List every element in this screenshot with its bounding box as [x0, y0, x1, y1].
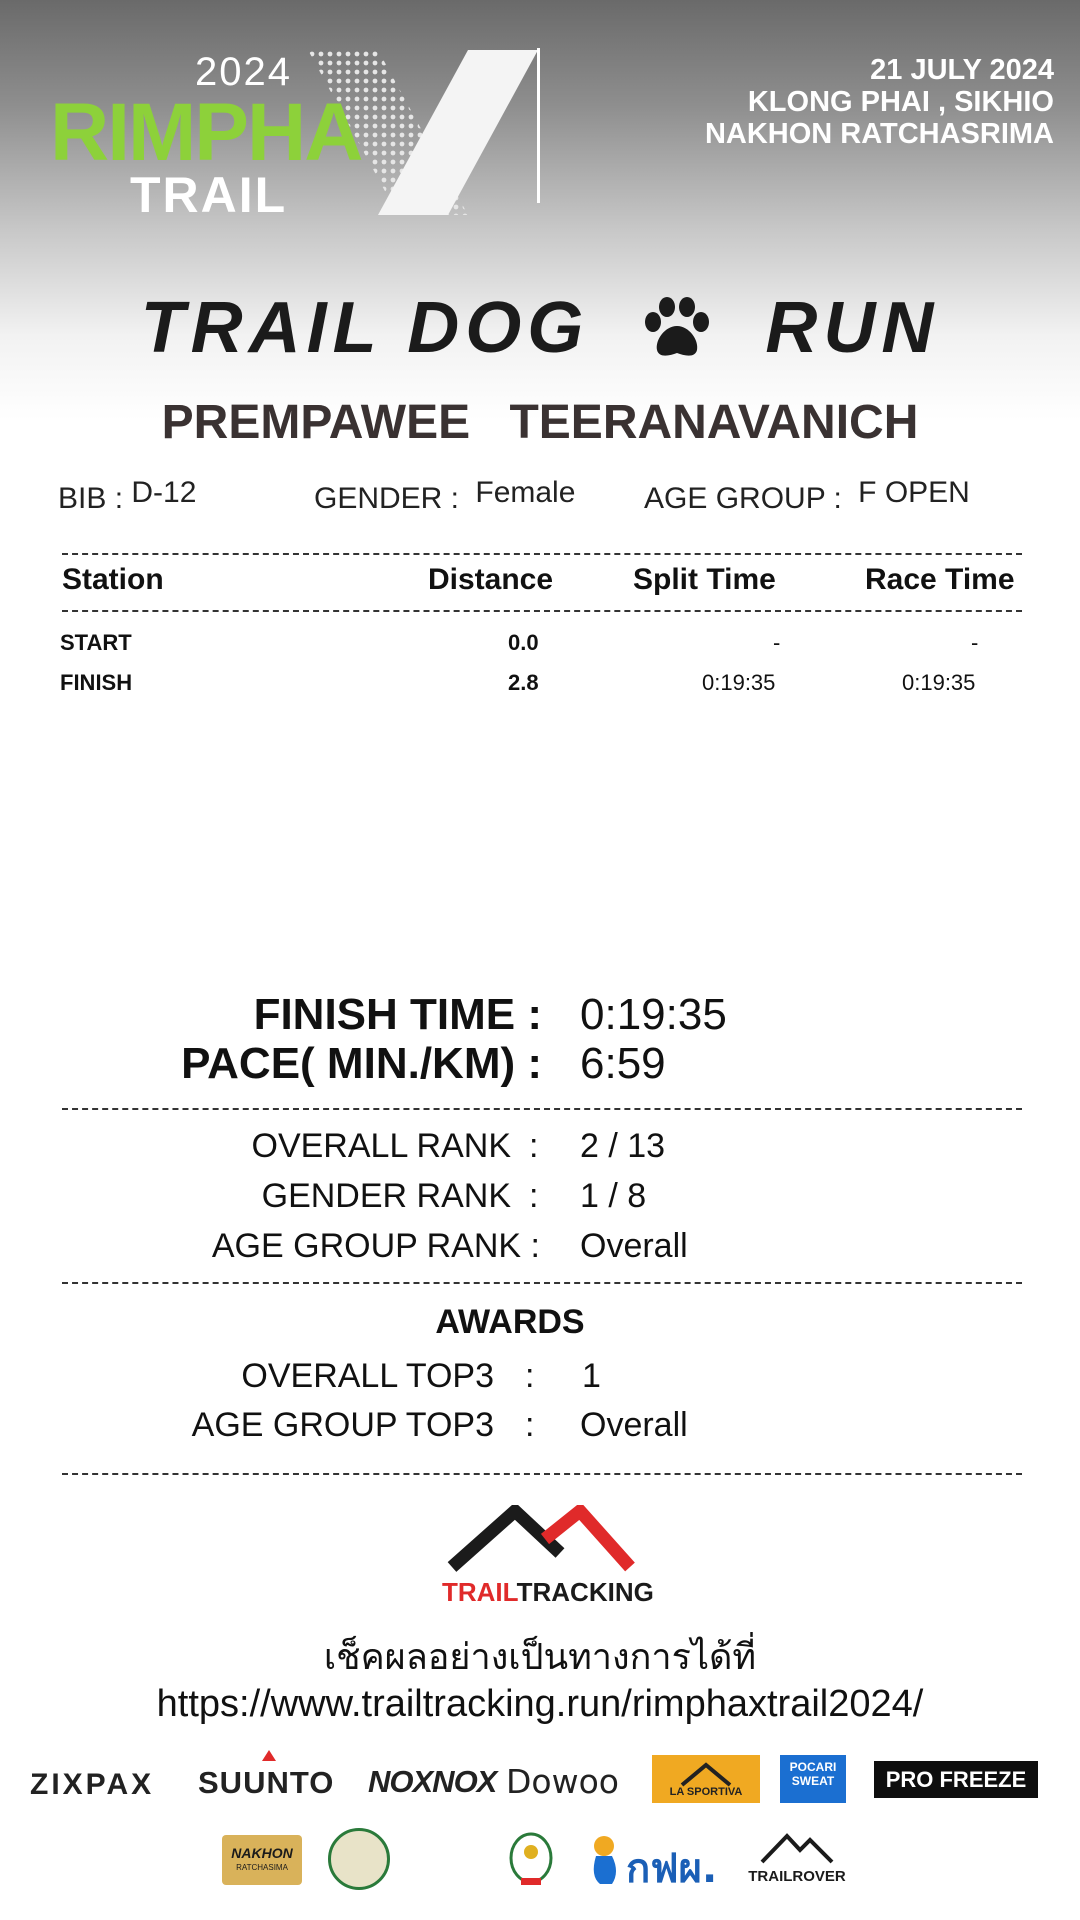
colon: : — [525, 1357, 535, 1395]
finish-time-label: FINISH TIME : — [253, 990, 542, 1039]
split-cell: 0:19:35 — [702, 670, 776, 695]
gender-value: Female — [475, 476, 576, 509]
station-cell: FINISH — [60, 670, 133, 695]
bib-info — [58, 476, 197, 516]
divider — [62, 1473, 1022, 1475]
age-group-top3-value: Overall — [580, 1406, 688, 1444]
pro-freeze-logo: PRO FREEZE — [874, 1761, 1038, 1798]
gender-rank-label: GENDER RANK — [261, 1177, 511, 1215]
egat-mascot-icon — [586, 1832, 626, 1888]
brand-red: TRAIL — [442, 1577, 517, 1607]
suunto-logo: SUUNTO — [198, 1765, 335, 1800]
divider — [62, 1108, 1022, 1110]
col-station: Station — [62, 563, 164, 596]
paw-icon — [641, 296, 713, 360]
nakhon-ratchasima-logo: NAKHON RATCHASIMA — [222, 1835, 302, 1885]
gender-rank-value: 1 / 8 — [580, 1177, 647, 1215]
age-group-rank-label: AGE GROUP RANK : — [211, 1227, 540, 1265]
bib-label: BIB : — [58, 482, 124, 515]
mountain-icon — [430, 1505, 670, 1575]
event-location-1: KLONG PHAI , SIKHIO — [747, 86, 1054, 118]
age-group-info — [644, 476, 970, 516]
suunto-triangle-icon — [262, 1750, 276, 1761]
divider — [62, 610, 1022, 612]
overall-top3-label: OVERALL TOP3 — [241, 1357, 494, 1395]
official-results-text: เช็คผลอย่างเป็นทางการได้ที่ — [323, 1636, 757, 1677]
la-sportiva-logo: LA SPORTIVA — [652, 1755, 760, 1803]
event-info — [705, 54, 1054, 150]
age-group-label: AGE GROUP : — [644, 482, 842, 515]
pocari-sweat-logo: POCARI SWEAT — [780, 1755, 846, 1803]
rimphax-logo — [50, 40, 490, 223]
divider — [62, 1282, 1022, 1284]
logo-year: 2024 — [195, 50, 292, 94]
event-location-2: NAKHON RATCHASRIMA — [704, 118, 1054, 150]
col-race-time: Race Time — [865, 563, 1015, 596]
trailrover-mountain-icon — [742, 1830, 852, 1866]
station-cell: START — [60, 630, 132, 655]
zixpax-logo: ZIXPAX — [30, 1768, 155, 1801]
gender-label: GENDER : — [314, 482, 460, 515]
divider — [62, 553, 1022, 555]
pace-label: PACE( MIN./KM) : — [181, 1039, 542, 1088]
colon: : — [529, 1177, 539, 1215]
race-cell: - — [971, 630, 979, 655]
finish-time-value: 0:19:35 — [580, 990, 727, 1039]
brand-black: TRACKING — [516, 1577, 654, 1607]
runner-name: PREMPAWEE TEERANAVANICH — [161, 396, 919, 449]
distance-cell: 0.0 — [508, 630, 539, 655]
age-group-top3-label: AGE GROUP TOP3 — [191, 1406, 494, 1444]
event-title-right: RUN — [765, 287, 940, 368]
bib-value: D-12 — [131, 476, 197, 509]
results-url-link[interactable]: https://www.trailtracking.run/rimphaxtrail2024/ — [156, 1683, 924, 1725]
col-split-time: Split Time — [633, 563, 776, 596]
noxnox-logo: NOXNOX — [368, 1764, 497, 1799]
event-title-left: TRAIL DOG — [140, 287, 590, 368]
logo-rimpha: RIMPHA — [50, 87, 362, 178]
overall-top3-value: 1 — [582, 1357, 601, 1395]
trailtracking-logo — [430, 1505, 670, 1615]
trailrover-logo: TRAILROVER — [742, 1830, 852, 1890]
colon: : — [529, 1127, 539, 1165]
sports-authority-seal-icon — [508, 1830, 554, 1890]
event-date: 21 JULY 2024 — [870, 54, 1054, 86]
pace-value: 6:59 — [580, 1039, 666, 1088]
split-cell: - — [773, 630, 781, 655]
event-title — [0, 282, 1080, 369]
race-cell: 0:19:35 — [902, 670, 976, 695]
age-group-rank-value: Overall — [580, 1227, 688, 1265]
awards-title: AWARDS — [435, 1303, 585, 1341]
header-divider — [537, 48, 540, 203]
overall-rank-value: 2 / 13 — [580, 1127, 666, 1165]
colon: : — [525, 1406, 535, 1444]
overall-rank-label: OVERALL RANK — [251, 1127, 511, 1165]
provincial-seal-icon — [328, 1828, 390, 1890]
col-distance: Distance — [428, 563, 554, 596]
dowoo-logo: Dowoo — [506, 1762, 619, 1801]
age-group-value: F OPEN — [858, 476, 970, 509]
gender-info — [314, 476, 576, 516]
egat-logo: กฟผ. — [626, 1846, 718, 1892]
logo-trail: TRAIL — [130, 167, 288, 223]
distance-cell: 2.8 — [508, 670, 539, 695]
